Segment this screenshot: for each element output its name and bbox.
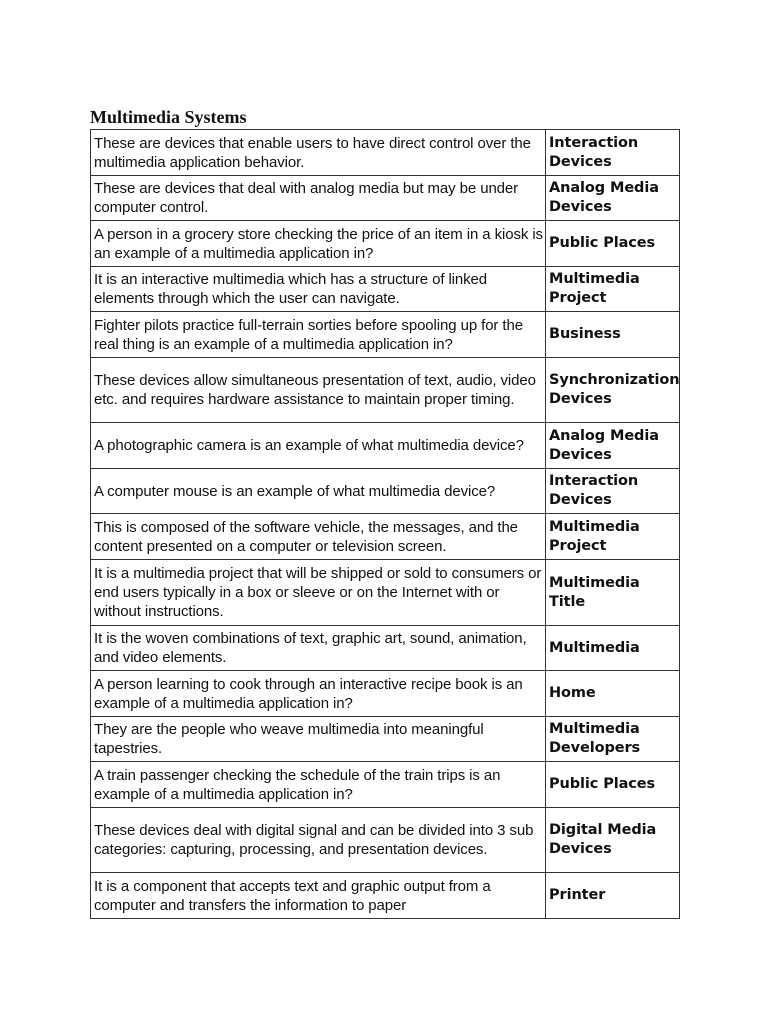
answer-cell: Synchronization Devices (546, 358, 680, 423)
table-row (91, 221, 680, 267)
question-cell: They are the people who weave multimedia into meaningful tapestries. (91, 717, 546, 762)
question-cell: It is an interactive multimedia which has a structure of linked elements through which the user can navigate. (91, 267, 546, 312)
table-row (91, 267, 680, 312)
table-row (91, 469, 680, 514)
table-row (91, 626, 680, 671)
answer-cell: Business (546, 312, 680, 358)
question-cell: A computer mouse is an example of what multimedia device? (91, 469, 546, 514)
table-row (91, 514, 680, 560)
answer-cell: Public Places (546, 221, 680, 267)
table-row (91, 560, 680, 626)
page-title: Multimedia Systems (90, 107, 247, 127)
answer-cell: Interaction Devices (546, 130, 680, 176)
question-cell: These devices deal with digital signal and can be divided into 3 sub categories: capturing, processing, and presentation devices. (91, 808, 546, 873)
question-cell: A person learning to cook through an interactive recipe book is an example of a multimedia application in? (91, 671, 546, 717)
question-cell: These are devices that enable users to have direct control over the multimedia application behavior. (91, 130, 546, 176)
answer-cell: Multimedia Title (546, 560, 680, 626)
table-row (91, 423, 680, 469)
question-cell: This is composed of the software vehicle, the messages, and the content presented on a computer or television screen. (91, 514, 546, 560)
answer-cell: Multimedia (546, 626, 680, 671)
question-cell: These are devices that deal with analog media but may be under computer control. (91, 176, 546, 221)
answer-cell: Multimedia Project (546, 514, 680, 560)
answer-cell: Analog Media Devices (546, 176, 680, 221)
question-cell: Fighter pilots practice full-terrain sorties before spooling up for the real thing is an example of a multimedia application in? (91, 312, 546, 358)
table-row (91, 808, 680, 873)
qa-table (90, 129, 680, 919)
question-cell: These devices allow simultaneous presentation of text, audio, video etc. and requires hardware assistance to maintain proper timing. (91, 358, 546, 423)
question-cell: A person in a grocery store checking the price of an item in a kiosk is an example of a multimedia application in? (91, 221, 546, 267)
table-row (91, 717, 680, 762)
answer-cell: Digital Media Devices (546, 808, 680, 873)
answer-cell: Multimedia Developers (546, 717, 680, 762)
question-cell: It is a multimedia project that will be shipped or sold to consumers or end users typically in a box or sleeve or on the Internet with or without instructions. (91, 560, 546, 626)
answer-cell: Printer (546, 873, 680, 919)
question-cell: A photographic camera is an example of what multimedia device? (91, 423, 546, 469)
question-cell: It is the woven combinations of text, graphic art, sound, animation, and video elements. (91, 626, 546, 671)
table-row (91, 130, 680, 176)
answer-cell: Home (546, 671, 680, 717)
table-row (91, 671, 680, 717)
table-row (91, 873, 680, 919)
answer-cell: Analog Media Devices (546, 423, 680, 469)
question-cell: It is a component that accepts text and graphic output from a computer and transfers the information to paper (91, 873, 546, 919)
table-row (91, 312, 680, 358)
table-row (91, 358, 680, 423)
answer-cell: Public Places (546, 762, 680, 808)
answer-cell: Multimedia Project (546, 267, 680, 312)
qa-table-body (91, 130, 680, 919)
table-row (91, 176, 680, 221)
table-row (91, 762, 680, 808)
question-cell: A train passenger checking the schedule of the train trips is an example of a multimedia application in? (91, 762, 546, 808)
answer-cell: Interaction Devices (546, 469, 680, 514)
